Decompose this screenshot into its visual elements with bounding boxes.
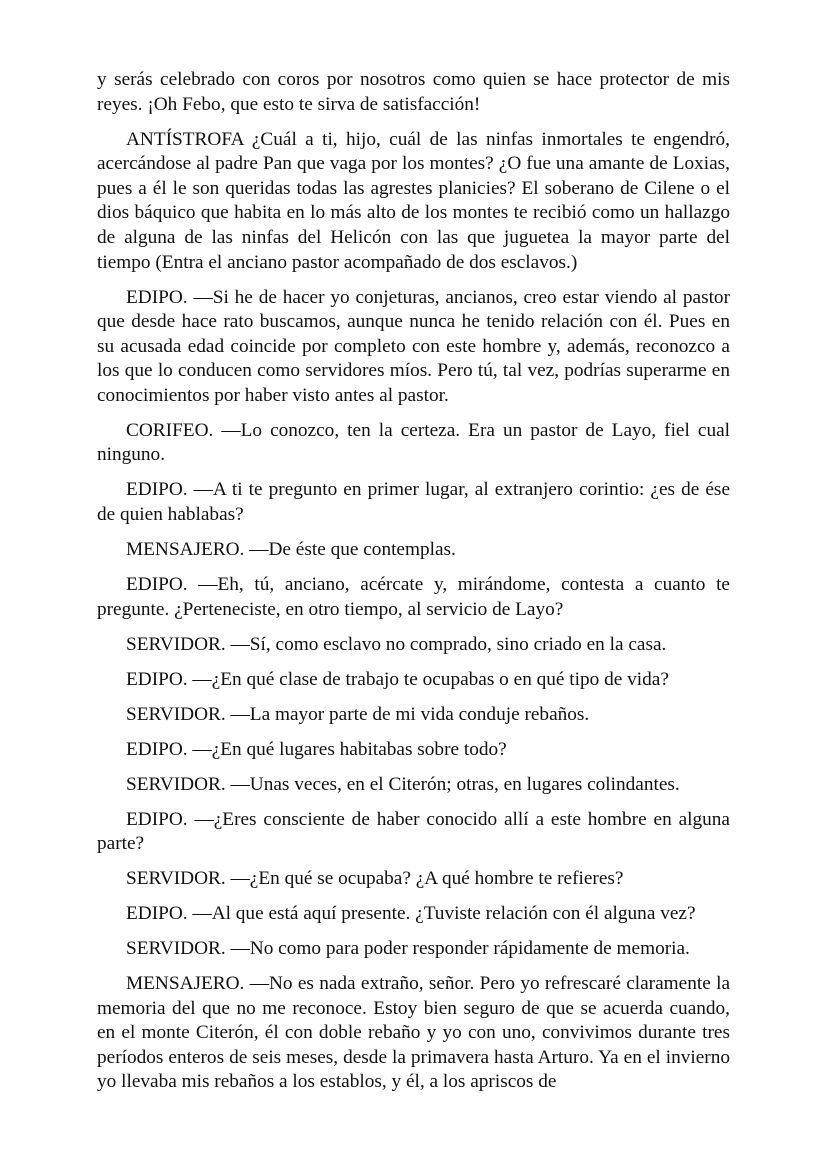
paragraph-mensajero-1: MENSAJERO. —De éste que contemplas. (126, 539, 456, 561)
paragraph-servidor-3: SERVIDOR. —Unas veces, en el Citerón; otras, en lugares colindantes. (126, 773, 680, 795)
paragraph-corifeo: CORIFEO. —Lo conozco, ten la certeza. Era un pastor de Layo, fiel cual ninguno. (97, 419, 730, 466)
paragraph-servidor-5: SERVIDOR. —No como para poder responder rápidamente de memoria. (126, 938, 690, 960)
paragraph-mensajero-2: MENSAJERO. —No es nada extraño, señor. Pero yo refrescaré claramente la memoria del que no me reconoce. Estoy bien seguro de que se acuerda cuando, en el monte Citerón, él con doble rebaño y yo con uno, convivimos durante tres períodos enteros de seis meses, desde la primavera hasta Arturo. Ya en el invierno yo llevaba mis rebaños a los establos, y él, a los apriscos de (97, 973, 730, 1093)
paragraph-servidor-2: SERVIDOR. —La mayor parte de mi vida conduje rebaños. (126, 703, 590, 725)
paragraph-edipo-2: EDIPO. —A ti te pregunto en primer lugar, al extranjero corintio: ¿es de ése de quien hablabas? (97, 479, 730, 526)
paragraph-antistrofa: ANTÍSTROFA ¿Cuál a ti, hijo, cuál de las ninfas inmortales te engendró, acercándose al padre Pan que vaga por los montes? ¿O fue una amante de Loxias, pues a él le son queridas todas las agrestes planicies? El soberano de Cilene o el dios báquico que habita en lo más alto de los montes te recibió como un hallazgo de alguna de las ninfas del Helicón con las que juguetea la mayor parte del tiempo (Entra el anciano pastor acompañado de dos esclavos.) (97, 128, 730, 273)
paragraph-servidor-4: SERVIDOR. —¿En qué se ocupaba? ¿A qué hombre te refieres? (126, 868, 624, 890)
paragraph-edipo-7: EDIPO. —Al que está aquí presente. ¿Tuviste relación con él alguna vez? (126, 903, 696, 925)
paragraph-edipo-6: EDIPO. —¿Eres consciente de haber conocido allí a este hombre en alguna parte? (97, 808, 730, 855)
paragraph-edipo-1: EDIPO. —Si he de hacer yo conjeturas, ancianos, creo estar viendo al pastor que desde hace rato buscamos, aunque nunca he tenido relación con él. Pues en su acusada edad coincide por completo con este hombre y, además, reconozco a los que lo conducen como servidores míos. Pero tú, tal vez, podrías superarme en conocimientos por haber visto antes al pastor. (97, 286, 730, 406)
paragraph-edipo-3: EDIPO. —Eh, tú, anciano, acércate y, mirándome, contesta a cuanto te pregunte. ¿Perteneciste, en otro tiempo, al servicio de Layo? (97, 574, 730, 620)
document-page (97, 68, 730, 1105)
paragraph-edipo-5: EDIPO. —¿En qué lugares habitabas sobre todo? (126, 738, 507, 760)
paragraph-edipo-4: EDIPO. —¿En qué clase de trabajo te ocupabas o en qué tipo de vida? (126, 668, 669, 690)
paragraph-servidor-1: SERVIDOR. —Sí, como esclavo no comprado, sino criado en la casa. (126, 633, 667, 655)
paragraph-continuation: y serás celebrado con coros por nosotros como quien se hace protector de mis reyes. ¡Oh Febo, que esto te sirva de satisfacción! (97, 69, 730, 115)
